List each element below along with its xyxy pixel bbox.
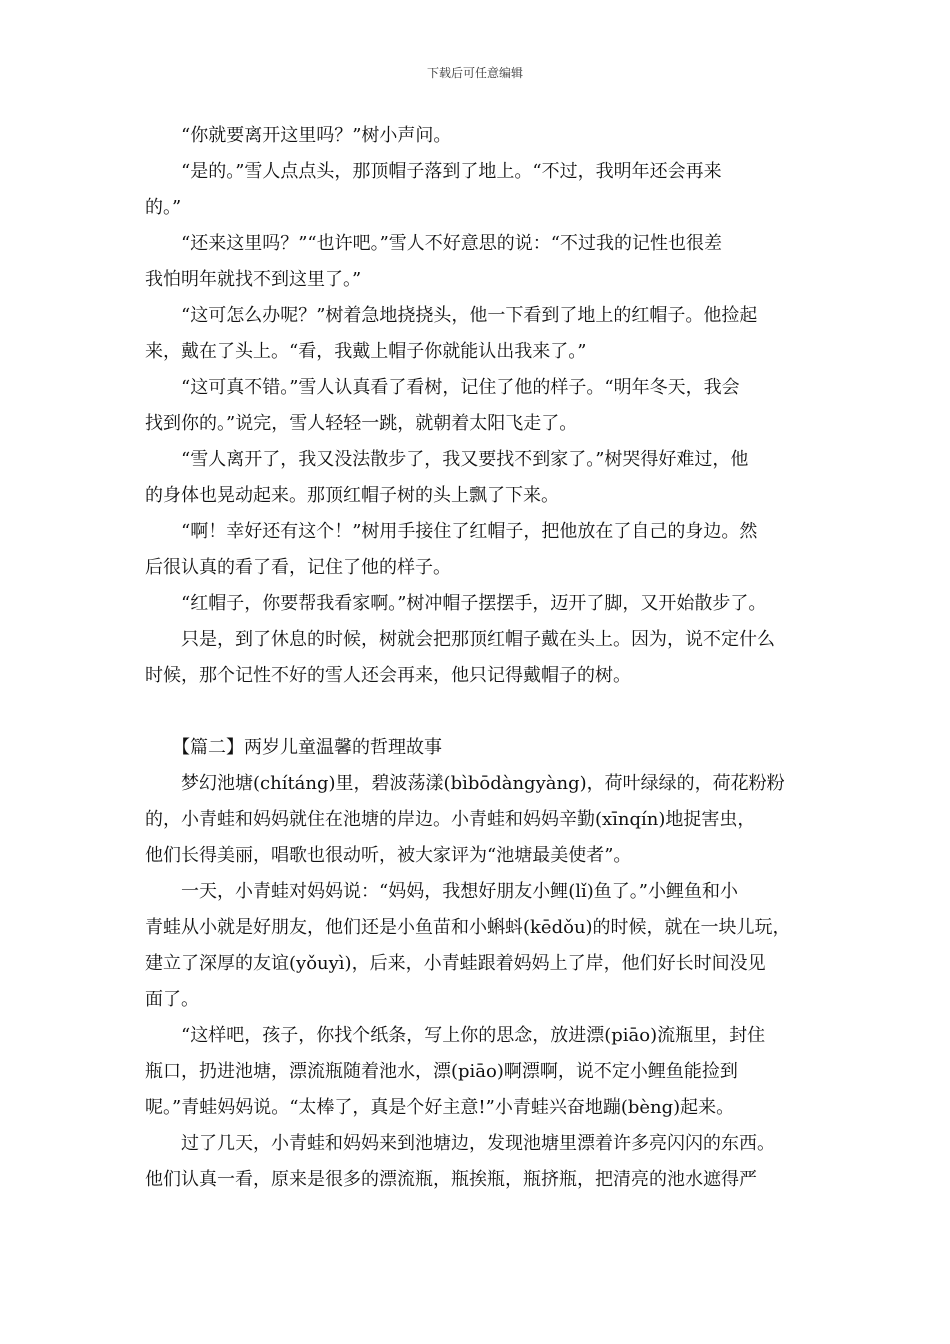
text-line: 【篇二】两岁儿童温馨的哲理故事	[145, 737, 442, 758]
text-line: “你就要离开这里吗？”树小声问。	[145, 125, 452, 146]
text-line: 梦幻池塘(chítáng)里，碧波荡漾(bìbōdàngyàng)，荷叶绿绿的，荷花粉粉	[145, 773, 785, 794]
text-line: 的身体也晃动起来。那顶红帽子树的头上飘了下来。	[145, 485, 559, 506]
text-line: 过了几天，小青蛙和妈妈来到池塘边，发现池塘里漂着许多亮闪闪的东西。	[145, 1133, 775, 1154]
text-line: “这可怎么办呢？”树着急地挠挠头，他一下看到了地上的红帽子。他捡起	[145, 305, 758, 326]
page-header: 下载后可任意编辑	[426, 66, 523, 80]
text-line: 青蛙从小就是好朋友，他们还是小鱼苗和小蝌蚪(kēdǒu)的时候，就在一块儿玩，	[145, 917, 791, 938]
text-line: “还来这里吗？”“也许吧。”雪人不好意思的说：“不过我的记性也很差	[145, 233, 723, 254]
text-line: 的，小青蛙和妈妈就住在池塘的岸边。小青蛙和妈妈辛勤(xīnqín)地捉害虫，	[145, 809, 756, 830]
text-line: 来，戴在了头上。“看，我戴上帽子你就能认出我来了。”	[145, 341, 587, 362]
text-line: “这可真不错。”雪人认真看了看树，记住了他的样子。“明年冬天，我会	[145, 377, 740, 398]
blank-line	[145, 694, 815, 730]
document-body	[145, 118, 815, 1198]
text-line: 呢。”青蛙妈妈说。“太棒了，真是个好主意!”小青蛙兴奋地蹦(bèng)起来。	[145, 1097, 735, 1118]
text-line: 我怕明年就找不到这里了。”	[145, 269, 362, 290]
text-line: 时候，那个记性不好的雪人还会再来，他只记得戴帽子的树。	[145, 665, 631, 686]
text-line: “啊！幸好还有这个！”树用手接住了红帽子，把他放在了自己的身边。然	[145, 521, 758, 542]
text-line: 他们认真一看，原来是很多的漂流瓶，瓶挨瓶，瓶挤瓶，把清亮的池水遮得严	[145, 1169, 757, 1190]
text-line: 建立了深厚的友谊(yǒuyì)，后来，小青蛙跟着妈妈上了岸，他们好长时间没见	[145, 953, 766, 974]
text-line: 只是，到了休息的时候，树就会把那顶红帽子戴在头上。因为，说不定什么	[145, 629, 775, 650]
text-line: “是的。”雪人点点头，那顶帽子落到了地上。“不过，我明年还会再来	[145, 161, 722, 182]
text-line: 的。”	[145, 197, 182, 218]
text-line: “这样吧，孩子，你找个纸条，写上你的思念，放进漂(piāo)流瓶里，封住	[145, 1025, 766, 1046]
text-line: 后很认真的看了看，记住了他的样子。	[145, 557, 451, 578]
text-line: 他们长得美丽，唱歌也很动听，被大家评为“池塘最美使者”。	[145, 845, 632, 866]
text-line: 找到你的。”说完，雪人轻轻一跳，就朝着太阳飞走了。	[145, 413, 578, 434]
text-line: 一天，小青蛙对妈妈说：“妈妈，我想好朋友小鲤(lǐ)鱼了。”小鲤鱼和小	[145, 881, 738, 902]
text-line: 面了。	[145, 989, 199, 1010]
text-line: 瓶口，扔进池塘，漂流瓶随着池水，漂(piāo)啊漂啊，说不定小鲤鱼能捡到	[145, 1061, 738, 1082]
text-line: “雪人离开了，我又没法散步了，我又要找不到家了。”树哭得好难过，他	[145, 449, 749, 470]
text-line: “红帽子，你要帮我看家啊。”树冲帽子摆摆手，迈开了脚，又开始散步了。	[145, 593, 767, 614]
